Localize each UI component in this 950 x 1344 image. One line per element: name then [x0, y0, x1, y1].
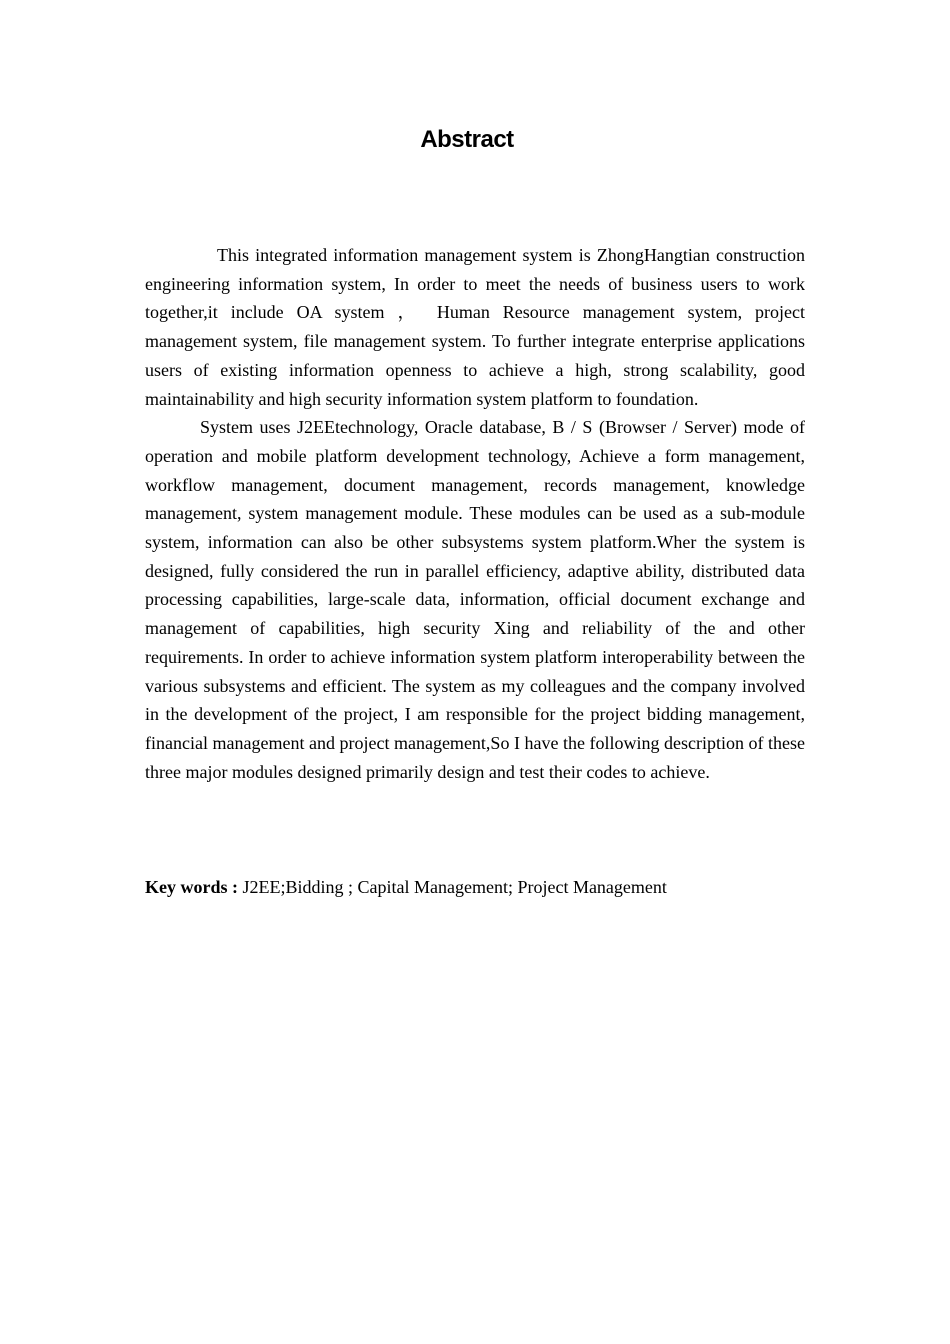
abstract-body: [145, 241, 805, 786]
keywords-label: Key words :: [145, 877, 238, 897]
page-title: Abstract: [420, 126, 514, 153]
keywords-line: [145, 873, 805, 901]
abstract-paragraph-1: This integrated information management system is ZhongHangtian construction engineering information system, In order to meet the needs of business users to work together,it include OA system ， Human Resource management system, project management system, file management system. To further integrate enterprise applications users of existing information openness to achieve a high, strong scalability, good maintainability and high security information system platform to foundation.: [145, 245, 805, 409]
abstract-paragraph-2: System uses J2EEtechnology, Oracle database, B / S (Browser / Server) mode of operation and mobile platform development technology, Achieve a form management, workflow management, document management, records management, knowledge management, system management module. These modules can be used as a sub-module system, information can also be other subsystems system platform.Wher the system is designed, fully considered the run in parallel efficiency, adaptive ability, distributed data processing capabilities, large-scale data, information, official document exchange and management of capabilities, high security Xing and reliability of the and other requirements. In order to achieve information system platform interoperability between the various subsystems and efficient. The system as my colleagues and the company involved in the development of the project, I am responsible for the project bidding management, financial management and project management,So I have the following description of these three major modules designed primarily design and test their codes to achieve.: [145, 417, 805, 782]
keywords-value: J2EE;Bidding ; Capital Management; Project Management: [242, 877, 667, 897]
